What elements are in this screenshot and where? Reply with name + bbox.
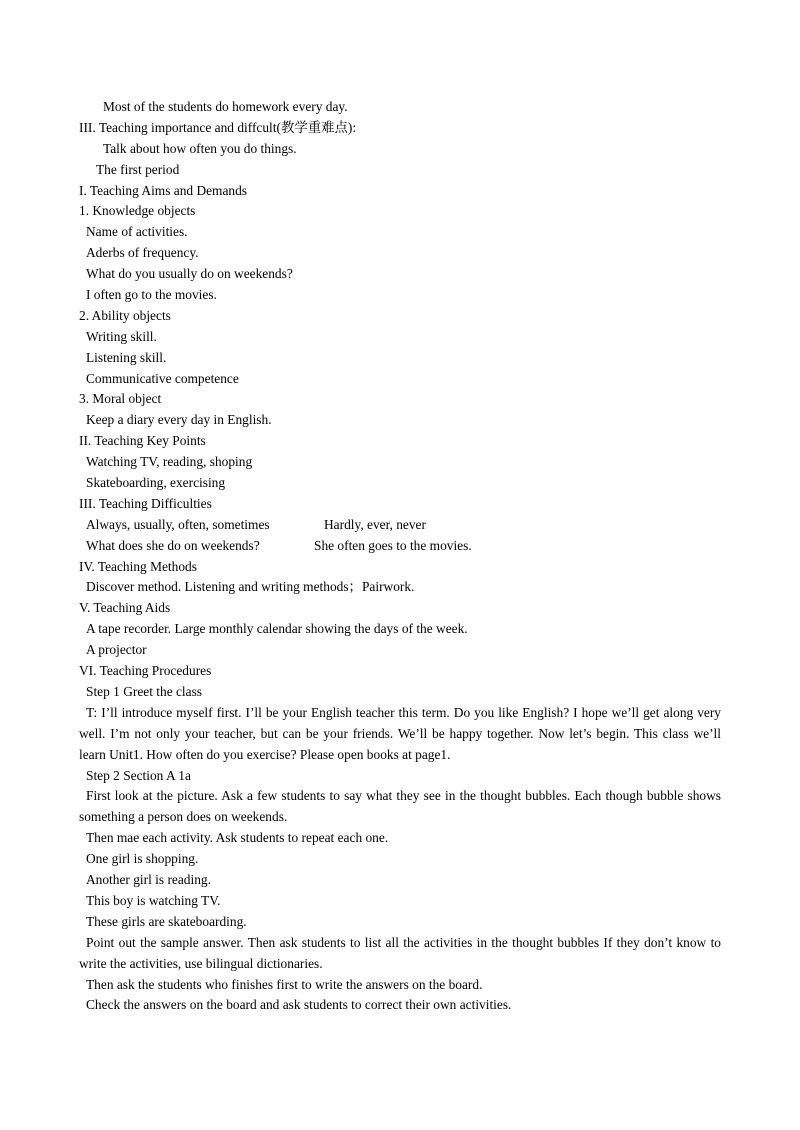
text-column-left: Always, usually, often, sometimes <box>86 516 270 532</box>
text-line: Watching TV, reading, shoping <box>86 454 253 470</box>
section-heading: VI. Teaching Procedures <box>79 663 212 679</box>
period-heading: The first period <box>96 161 180 177</box>
paragraph: First look at the picture. Ask a few students to say what they see in the thought bubbles. Each though bubble shows something a person does on weekends. <box>79 788 721 825</box>
text-line: These girls are skateboarding. <box>86 913 247 929</box>
text-line: Writing skill. <box>86 328 157 344</box>
subsection-heading: 2. Ability objects <box>79 307 171 323</box>
section-heading: III. Teaching Difficulties <box>79 495 212 511</box>
text-line: A tape recorder. Large monthly calendar showing the days of the week. <box>86 621 468 637</box>
text-line: Keep a diary every day in English. <box>86 412 272 428</box>
section-heading: III. Teaching importance and diffcult(教学重难点): <box>79 119 357 135</box>
text-line: Communicative competence <box>86 370 239 386</box>
text-line: Name of activities. <box>86 224 188 240</box>
document-page <box>79 97 721 1016</box>
section-heading: I. Teaching Aims and Demands <box>79 182 248 198</box>
text-line: I often go to the movies. <box>86 287 217 303</box>
step-heading: Step 1 Greet the class <box>86 683 203 699</box>
section-heading: IV. Teaching Methods <box>79 558 197 574</box>
text-line: Then mae each activity. Ask students to repeat each one. <box>86 830 389 846</box>
text-line: Another girl is reading. <box>86 872 211 888</box>
text-line: Skateboarding, exercising <box>86 475 226 491</box>
text-column-right: She often goes to the movies. <box>314 537 472 553</box>
text-line: Most of the students do homework every day. <box>103 99 348 114</box>
text-line: What do you usually do on weekends? <box>86 266 293 282</box>
text-line: Listening skill. <box>86 349 167 365</box>
text-line: Check the answers on the board and ask students to correct their own activities. <box>86 997 512 1013</box>
step-heading: Step 2 Section A 1a <box>86 767 191 783</box>
text-line-two-column <box>79 536 721 557</box>
section-heading: II. Teaching Key Points <box>79 433 206 449</box>
text-line: Aderbs of frequency. <box>86 245 199 261</box>
section-heading: V. Teaching Aids <box>79 600 171 616</box>
text-line: One girl is shopping. <box>86 851 199 867</box>
text-column-right: Hardly, ever, never <box>324 516 426 532</box>
text-line: Discover method. Listening and writing methods；Pairwork. <box>86 579 415 595</box>
text-line: Then ask the students who finishes first to write the answers on the board. <box>86 976 483 992</box>
text-line-two-column <box>79 515 721 536</box>
paragraph: Point out the sample answer. Then ask students to list all the activities in the thought bubbles If they don’t know to write the activities, use bilingual dictionaries. <box>79 934 721 971</box>
text-line: A projector <box>86 642 147 658</box>
subsection-heading: 3. Moral object <box>79 391 162 407</box>
paragraph: T: I’ll introduce myself first. I’ll be your English teacher this term. Do you like English? I hope we’ll get along very well. I’m not only your teacher, but can be your friends. We’ll be happy together. Now let’s begin. This class we’ll learn Unit1. How often do you exercise? Please open books at page1. <box>79 704 721 762</box>
subsection-heading: 1. Knowledge objects <box>79 203 196 219</box>
text-line: This boy is watching TV. <box>86 892 221 908</box>
text-line: Talk about how often you do things. <box>103 140 297 156</box>
text-column-left: What does she do on weekends? <box>86 537 260 553</box>
